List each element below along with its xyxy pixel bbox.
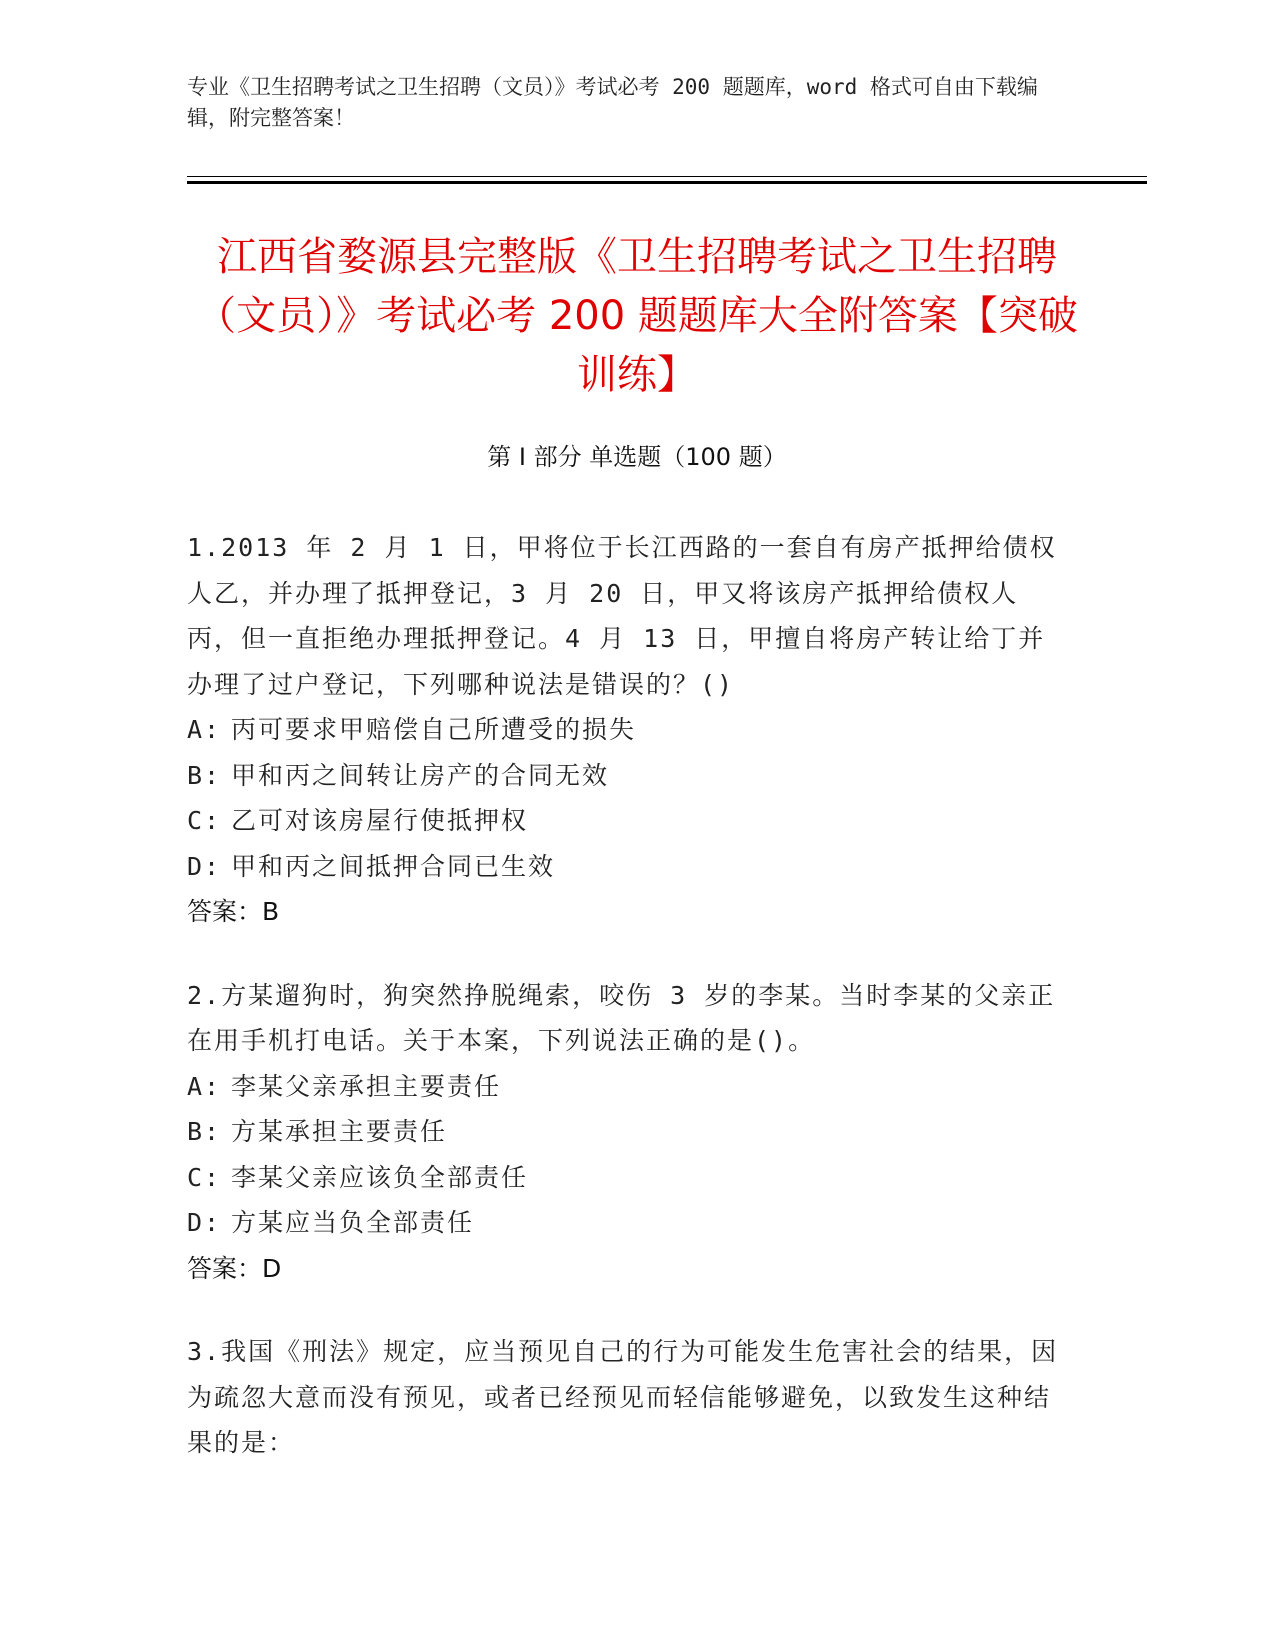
option-text: 方某承担主要责任 (231, 1117, 448, 1146)
option-c (187, 1155, 1067, 1201)
option-letter: D: (187, 851, 222, 881)
option-letter: B: (187, 760, 222, 790)
option-a (187, 1064, 1067, 1110)
option-b (187, 1109, 1067, 1155)
option-text: 方某应当负全部责任 (231, 1208, 475, 1237)
question-stem: 2.方某遛狗时，狗突然挣脱绳索，咬伤 3 岁的李某。当时李某的父亲正在用手机打电话。关于本案，下列说法正确的是()。 (187, 980, 1056, 1055)
option-d (187, 1200, 1067, 1246)
option-text: 李某父亲应该负全部责任 (231, 1162, 529, 1192)
option-letter: B: (187, 1117, 222, 1146)
option-letter: A: (187, 715, 222, 744)
section-title: 第 I 部分 单选题（100 题） (487, 443, 787, 471)
answer-line: 答案：B (187, 897, 280, 926)
option-c (187, 798, 1067, 844)
option-letter: C: (187, 1162, 222, 1192)
option-b (187, 753, 1067, 799)
question-stem: 3.我国《刑法》规定，应当预见自己的行为可能发生危害社会的结果，因为疏忽大意而没有预见，或者已经预见而轻信能够避免，以致发生这种结果的是： (187, 1337, 1059, 1457)
document-title: 江西省婺源县完整版《卫生招聘考试之卫生招聘（文员）》考试必考 200 题题库大全附答案【突破训练】 (196, 234, 1078, 398)
option-letter: D: (187, 1208, 222, 1237)
question-item (187, 525, 1067, 935)
option-text: 甲和丙之间抵押合同已生效 (231, 851, 556, 881)
question-item (187, 1329, 1067, 1466)
answer-line: 答案：D (187, 1253, 282, 1283)
option-text: 乙可对该房屋行使抵押权 (231, 806, 529, 835)
question-list (187, 525, 1067, 1504)
header-divider-thin (187, 176, 1147, 177)
question-item (187, 973, 1067, 1292)
option-a (187, 707, 1067, 753)
option-text: 甲和丙之间转让房产的合同无效 (231, 760, 610, 790)
option-text: 李某父亲承担主要责任 (231, 1071, 502, 1101)
header-divider-thick (187, 181, 1147, 184)
option-letter: A: (187, 1071, 222, 1101)
question-stem: 1.2013 年 2 月 1 日，甲将位于长江西路的一套自有房产抵押给债权人乙，并办理了抵押登记，3 月 20 日，甲又将该房产抵押给债权人丙，但一直拒绝办理抵押登记。4 月 13 日，甲擅自将房产转让给丁并办理了过户登记，下列哪种说法是错误的？() (187, 533, 1057, 699)
header-note: 专业《卫生招聘考试之卫生招聘（文员）》考试必考 200 题题库，word 格式可自由下载编辑，附完整答案！ (187, 75, 1038, 130)
option-text: 丙可要求甲赔偿自己所遭受的损失 (231, 715, 637, 744)
option-letter: C: (187, 806, 222, 835)
option-d (187, 844, 1067, 890)
